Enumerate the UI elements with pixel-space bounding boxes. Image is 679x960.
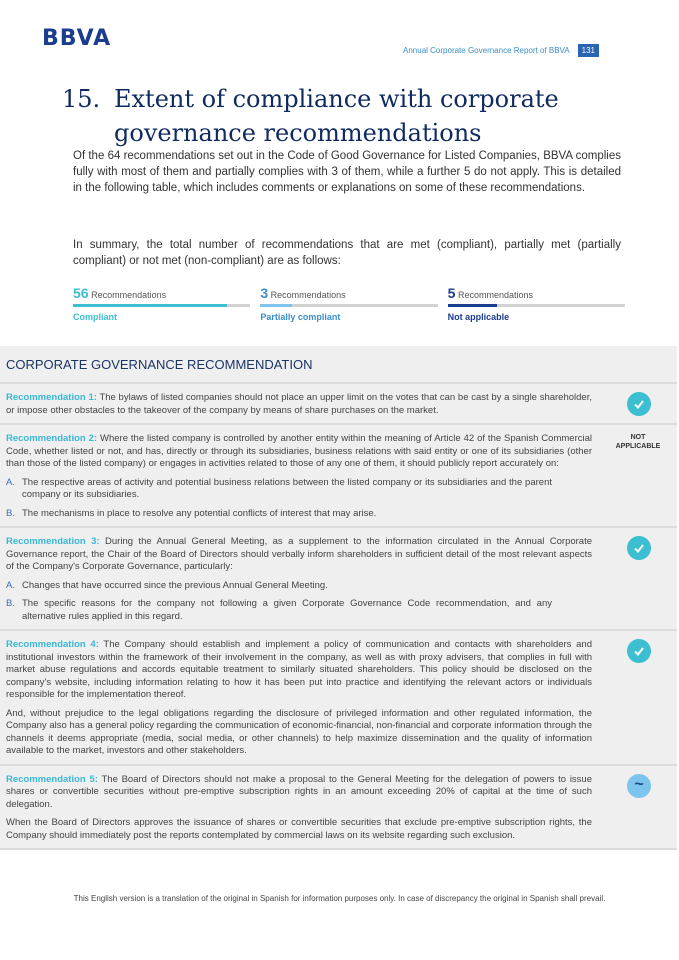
stat-bar-fill — [73, 304, 227, 307]
stat-count: 56 — [73, 285, 89, 301]
recommendation-label: Recommendation 1: — [6, 392, 97, 403]
intro-paragraph-2: In summary, the total number of recommendations that are met (compliant), partially met (partially compliant) or not met (non-compliant) are as follows: — [73, 239, 621, 267]
section-number: 15. — [62, 85, 101, 113]
recommendation-text: The Company should establish and implement a policy of communication and contacts with shareholders and institutional investors within the framework of their involvement in the company, as well as with proxy advisers, that complies in full with market abuse regulations and accords equitable treatment to similarly situated shareholders. This policy should be disclosed on the company's website, including information relating to how it has been put into practice and identifying the relevant actors or individuals responsible for the implementation thereof. — [6, 639, 592, 700]
recommendation-label: Recommendation 2: — [6, 433, 98, 444]
item-text: The respective areas of activity and potential business relations between the listed company or its subsidiaries and the parent company or its subsidiaries. — [22, 476, 552, 500]
recommendation-text: During the Annual General Meeting, as a supplement to the information circulated in the Annual Corporate Governance report, the Chair of the Board of Directors should verbally inform shareholders in sufficient detail of the most relevant aspects of the Company's Corporate Governance, particularly: — [6, 536, 593, 572]
not-applicable-status: NOT APPLICABLE — [615, 434, 661, 450]
report-title: Annual Corporate Governance Report of BBVA — [403, 46, 570, 55]
stat-compliant — [73, 285, 250, 322]
recommendation-row-3 — [0, 528, 677, 631]
recommendation-text: The bylaws of listed companies should not place an upper limit on the votes that can be cast by a single shareholder, or impose other obstacles to the takeover of the company by means of share purchases on the market. — [6, 392, 592, 416]
translation-disclaimer: This English version is a translation of the original in Spanish for information purposes only. In case of discrepancy the original in Spanish shall prevail. — [73, 894, 606, 903]
item-text: Changes that have occurred since the previous Annual General Meeting. — [22, 579, 328, 591]
compliance-summary — [73, 285, 625, 322]
stat-bar — [448, 304, 625, 307]
stat-unit: Recommendations — [457, 290, 534, 300]
item-letter: A. — [6, 579, 15, 591]
section-title-line1: Extent of compliance with corporate — [114, 85, 559, 113]
recommendation-label: Recommendation 3: — [6, 536, 100, 547]
list-item — [6, 477, 592, 502]
recommendation-row-5 — [0, 766, 677, 851]
recommendation-row-2 — [0, 425, 677, 528]
item-letter: B. — [6, 598, 15, 609]
list-item — [6, 580, 592, 593]
recommendation-extra-text: And, without prejudice to the legal obligations regarding the disclosure of privileged information and other regulated information, the Company also has a general policy regarding the communication of economic-financial, non-financial and corporate information through the channels it deems appropriate (media, social media, or other channels) to help maximize dissemination and the quality of information available to the market, investors and other stakeholders. — [6, 707, 592, 756]
stat-partially-compliant — [260, 285, 437, 322]
partially-compliant-icon: ~ — [627, 774, 651, 798]
recommendation-label: Recommendation 4: — [6, 639, 99, 650]
recommendation-text: Where the listed company is controlled by another entity within the meaning of Article 42 of the Spanish Commercial Code, whether listed or not, and has, directly or through its subsidiaries, business relations with said entity or one of its subsidiaries (other than those of the listed company) or engages in activities related to those of any one of them, it should publicly report accurately on: — [6, 433, 592, 469]
item-text: The mechanisms in place to resolve any potential conflicts of interest that may arise. — [22, 507, 377, 519]
stat-count: 3 — [260, 285, 269, 301]
stat-label: Partially compliant — [260, 312, 341, 322]
section-title-line2: governance recommendations — [114, 119, 482, 147]
recommendation-extra-text: When the Board of Directors approves the issuance of shares or convertible securities that exclude pre-emptive subscription rights, the Company should immediately post the reports contemplated by commercial laws on its website regarding such exclusion. — [6, 817, 592, 841]
page-number: 131 — [578, 44, 599, 57]
list-item — [6, 508, 592, 521]
compliant-check-icon — [627, 639, 651, 663]
table-header: CORPORATE GOVERNANCE RECOMMENDATION — [0, 346, 677, 384]
stat-count: 5 — [447, 285, 456, 301]
recommendation-row-1 — [0, 384, 677, 425]
stat-unit: Recommendations — [91, 290, 167, 300]
stat-unit: Recommendations — [270, 290, 346, 300]
bbva-logo: BBVA — [42, 26, 112, 51]
compliant-check-icon — [627, 536, 651, 560]
item-text: The specific reasons for the company not following a given Corporate Governance Code recommendation, and any alternative rules applied in this regard. — [22, 598, 552, 622]
section-heading — [62, 82, 559, 150]
recommendation-row-4 — [0, 631, 677, 766]
stat-bar-fill — [448, 304, 498, 307]
stat-not-applicable — [448, 285, 625, 322]
stat-bar — [260, 304, 437, 307]
stat-bar-fill — [260, 304, 292, 307]
list-item — [6, 598, 592, 623]
stat-bar — [73, 304, 250, 307]
item-letter: A. — [6, 476, 15, 488]
compliant-check-icon — [627, 392, 651, 416]
stat-label: Compliant — [73, 312, 117, 322]
recommendations-table — [0, 346, 677, 850]
recommendation-text: The Board of Directors should not make a proposal to the General Meeting for the delegation of powers to issue shares or convertible securities without pre-emptive subscription rights in an amount exceeding 20% of capital at the time of such delegation. — [6, 773, 592, 810]
recommendation-label: Recommendation 5: — [6, 773, 98, 785]
intro-paragraph-1: Of the 64 recommendations set out in the Code of Good Governance for Listed Companies, BBVA complies fully with most of them and partially complies with 3 of them, while a further 5 do not apply. This is detailed in the following table, which includes comments or explanations on some of these recommendations. — [73, 150, 621, 194]
page-header — [403, 44, 599, 57]
item-letter: B. — [6, 507, 15, 519]
stat-label: Not applicable — [447, 312, 510, 322]
